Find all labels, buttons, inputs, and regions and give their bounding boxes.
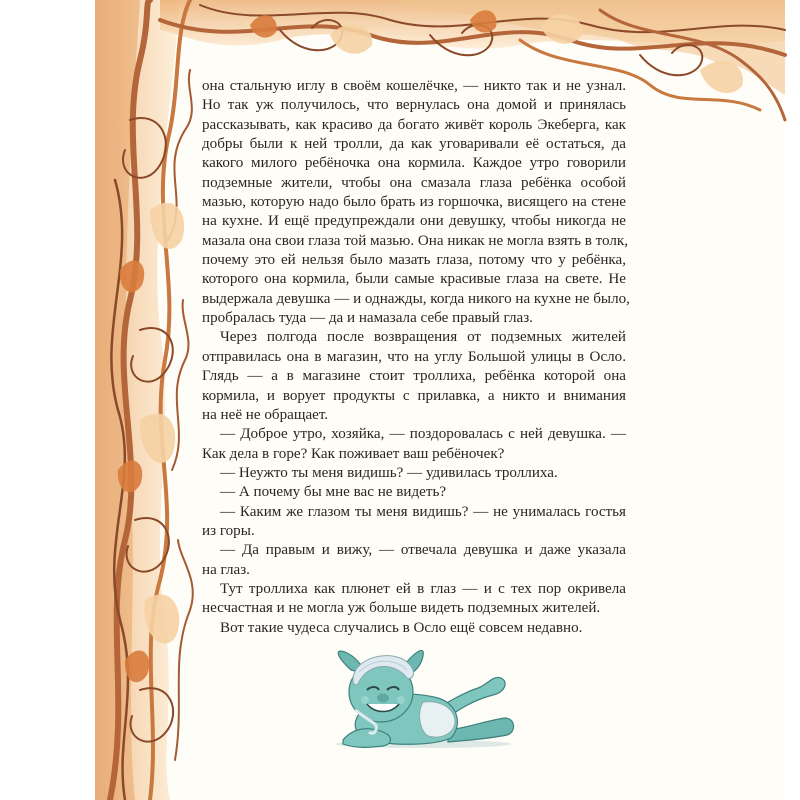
text-line: на неё не обращает. — [202, 406, 329, 423]
text-line: Тут троллиха как плюнет ей в глаз — и с тех пор окривела — [220, 580, 626, 597]
text-line: пробралась туда — да и намазала себе правый глаз. — [202, 310, 533, 327]
text-line: какого милого ребёночка она кормила. Каждое утро говорили — [202, 155, 626, 172]
text-line: Как дела в горе? Как поживает ваш ребёночек? — [202, 445, 505, 462]
text-line: почему это ей нельзя было мазать глаза, потому что у ребёнка, — [202, 252, 626, 269]
text-line: которого она кормила, были самые красивые глаза на свете. Не — [202, 271, 626, 288]
text-line: из горы. — [202, 522, 255, 539]
text-line: Через полгода после возвращения от подземных жителей — [220, 329, 626, 346]
text-line: отправилась она в магазин, что на углу Большой улицы в Осло. — [202, 348, 626, 365]
text-line: выдержала девушка — и однажды, когда никого на кухне не было, — [202, 290, 630, 307]
text-line: — А почему бы мне вас не видеть? — [220, 484, 447, 501]
text-line: мазью, которую надо было брать из горшочка, висящего на стене — [202, 194, 626, 211]
story-text — [202, 77, 630, 638]
text-line: несчастная и не могла уж больше видеть подземных жителей. — [202, 600, 601, 617]
text-line: подземные жители, чтобы она смазала глаза ребёнка особой — [202, 174, 626, 191]
text-line: добры были к ней тролли, да как уговаривали её остаться, да — [202, 136, 626, 153]
text-line: кормила, и ворует продукты с прилавка, а никто и внимания — [202, 387, 626, 404]
text-line: рассказывать, как красиво да богато живёт король Экеберга, как — [202, 116, 626, 133]
text-line: — Неужто ты меня видишь? — удивилась троллиха. — [220, 464, 558, 481]
text-line: Но так уж получилось, что вернулась она домой и принялась — [202, 97, 626, 114]
text-line: — Каким же глазом ты меня видишь? — не унималась гостья — [220, 503, 626, 520]
text-line: мазала она свои глаза той мазью. Она никак не могла взять в толк, — [202, 232, 629, 249]
text-line: Вот такие чудеса случались в Осло ещё совсем недавно. — [220, 619, 583, 636]
text-line: — Да правым и вижу, — отвечала девушка и даже указала — [220, 542, 626, 559]
troll-baby-icon — [323, 640, 518, 750]
text-line: на глаз. — [202, 561, 250, 578]
text-line: на кухне. И ещё предупреждали они девушку, чтобы никогда не — [202, 213, 626, 230]
text-line: Глядь — а в магазине стоит троллиха, ребёнка которой она — [202, 368, 626, 385]
text-line: она стальную иглу в своём кошелёчке, — никто так и не узнал. — [202, 78, 626, 94]
text-line: — Доброе утро, хозяйка, — поздоровалась с ней девушка. — — [220, 426, 626, 443]
